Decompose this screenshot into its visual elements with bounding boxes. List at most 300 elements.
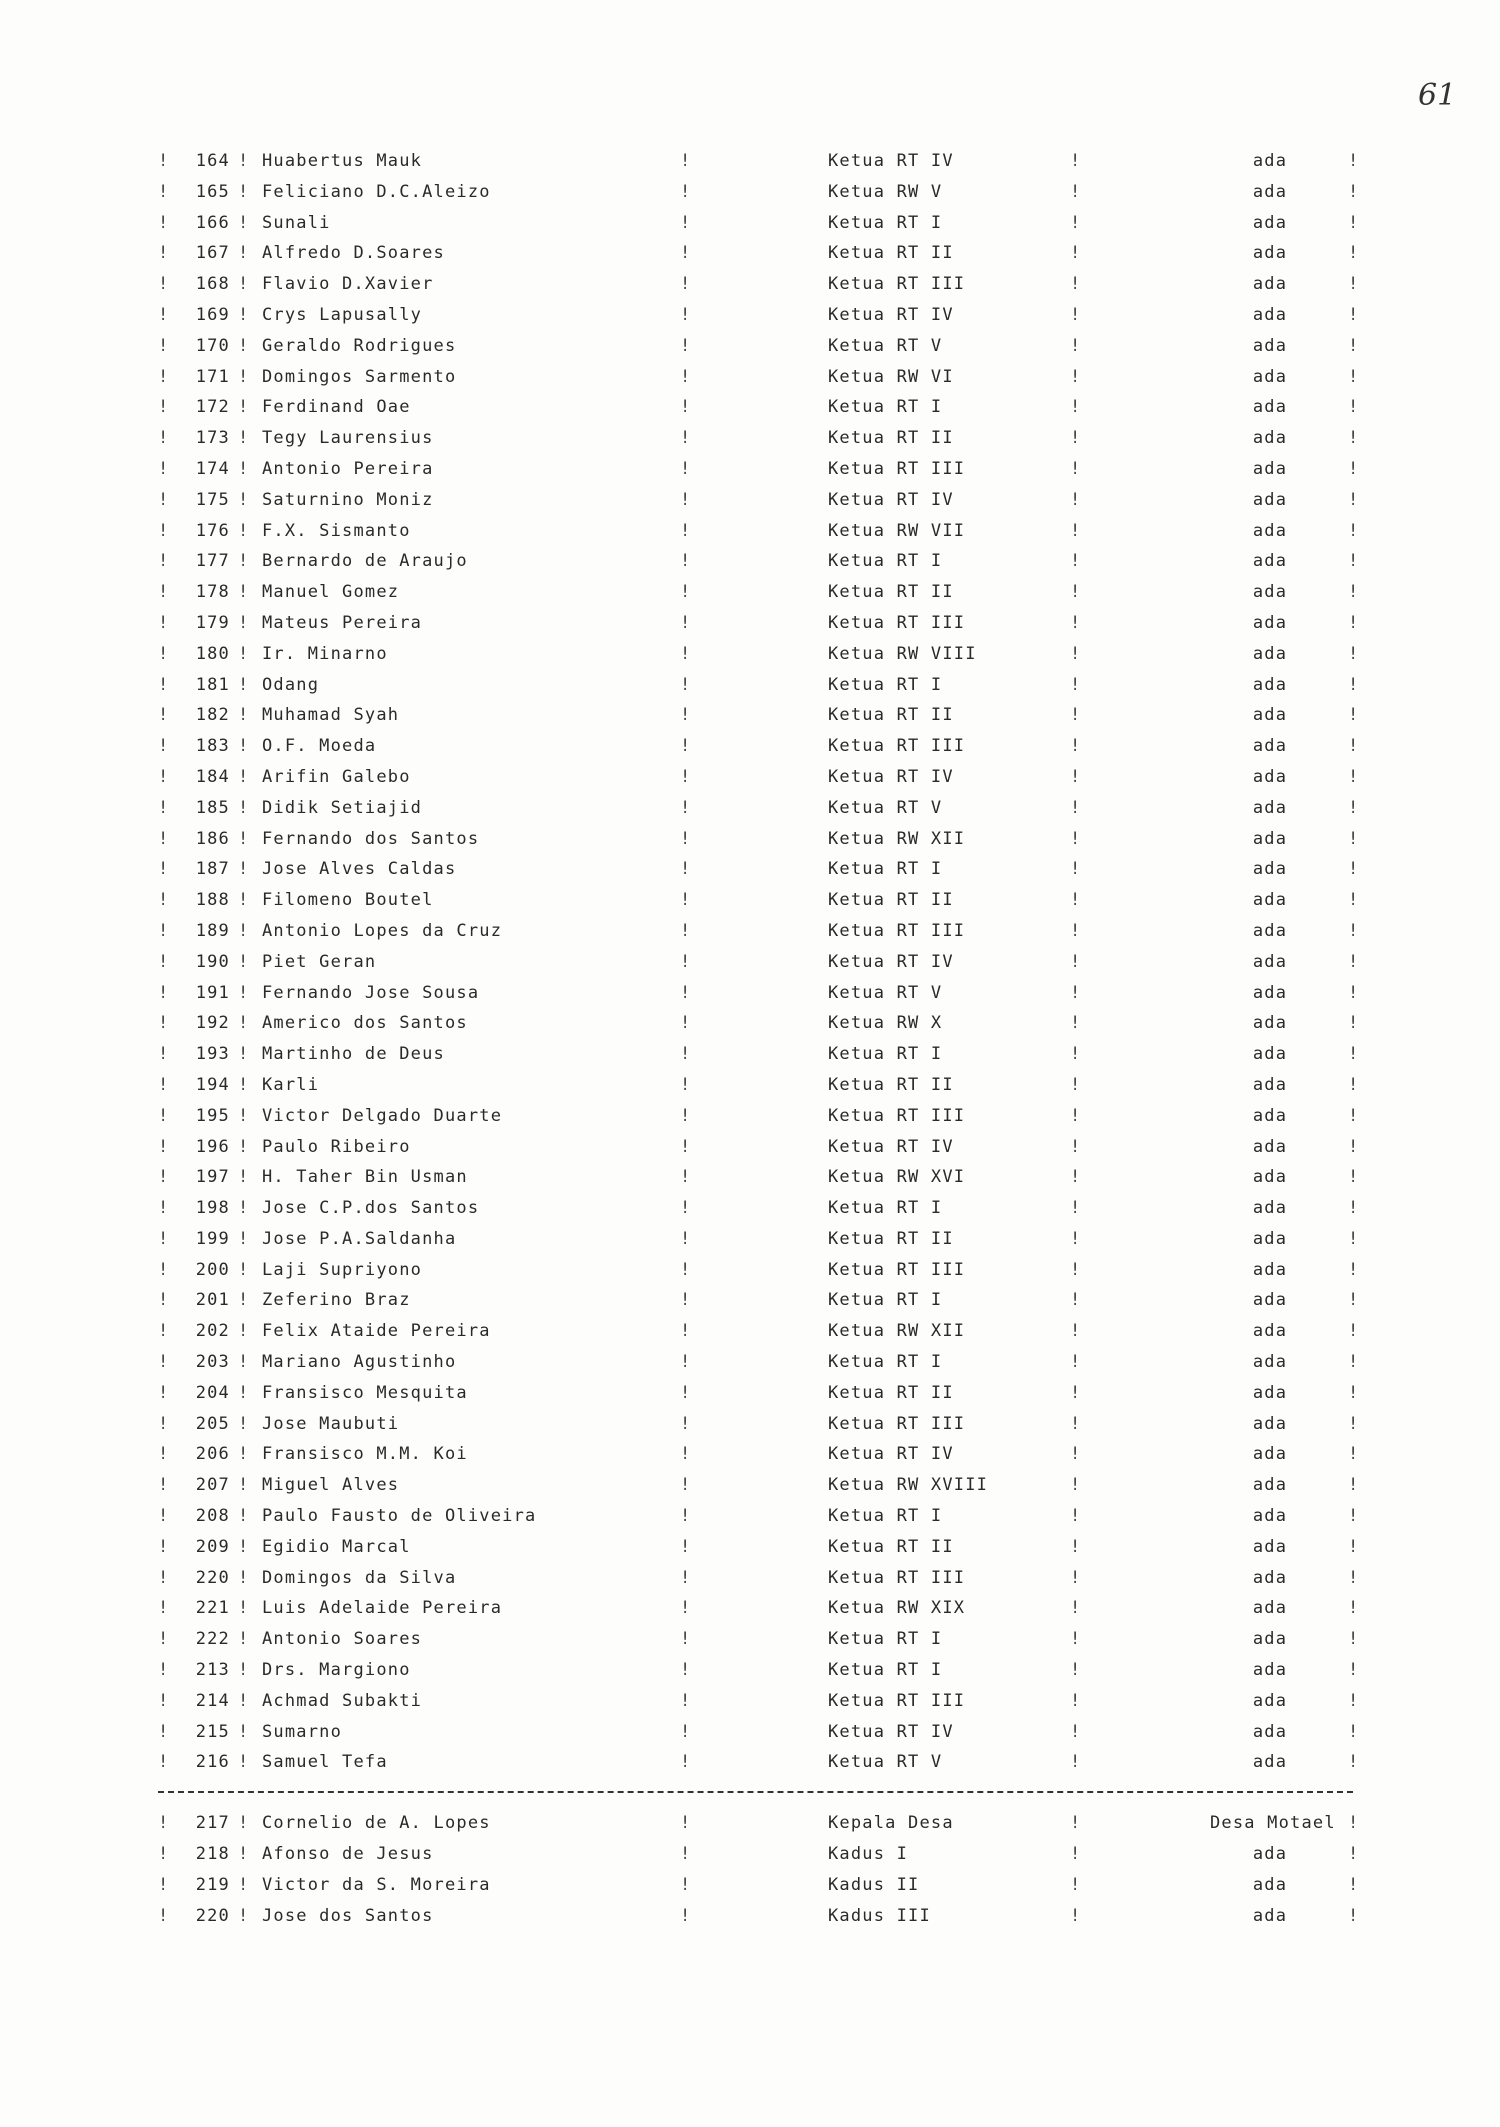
member-position: Ketua RT III [828,458,966,479]
column-separator: ! [158,582,170,603]
column-separator: ! [1070,489,1082,510]
column-separator: ! [1348,982,1360,1003]
member-position: Ketua RT II [828,243,954,264]
member-position: Ketua RT V [828,335,943,356]
member-status: ada [1252,1752,1288,1773]
member-position: Ketua RT I [828,1290,943,1311]
column-separator: ! [1348,766,1360,787]
member-status: ada [1252,828,1288,849]
member-position: Ketua RT II [828,428,954,449]
column-separator: ! [1348,1690,1360,1711]
column-separator: ! [1348,736,1360,757]
row-number: 197 [195,1167,230,1188]
column-separator: ! [680,766,692,787]
column-separator: ! [1348,458,1360,479]
member-position: Ketua RT V [828,797,943,818]
member-name: Karli [262,1074,320,1095]
column-separator: ! [158,828,170,849]
member-status: ada [1252,366,1288,387]
member-position: Ketua RT III [828,1105,966,1126]
column-separator: ! [680,1013,692,1034]
member-name: Geraldo Rodrigues [262,335,457,356]
member-status: ada [1252,397,1288,418]
table-row [150,485,1365,516]
column-separator: ! [1070,1752,1082,1773]
table-row [150,1532,1365,1563]
member-name: Domingos Sarmento [262,366,457,387]
column-separator: ! [680,859,692,880]
member-name: Jose dos Santos [262,1905,434,1926]
column-separator: ! [680,1690,692,1711]
row-number: 214 [195,1690,230,1711]
column-separator: ! [680,797,692,818]
row-number: 190 [195,951,230,972]
row-number: 179 [195,612,230,633]
column-separator: ! [158,982,170,1003]
column-separator: ! [1070,1074,1082,1095]
member-name: Antonio Pereira [262,458,434,479]
table-row [150,1101,1365,1132]
table-row [150,670,1365,701]
member-position: Ketua RT III [828,1413,966,1434]
row-number: 217 [195,1813,230,1834]
column-separator: ! [1070,1813,1082,1834]
column-separator: ! [238,1721,250,1742]
column-separator: ! [680,582,692,603]
column-separator: ! [158,1567,170,1588]
member-position: Ketua RW V [828,181,943,202]
table-row [150,238,1365,269]
column-separator: ! [238,1228,250,1249]
column-separator: ! [158,181,170,202]
member-status: ada [1252,1598,1288,1619]
column-separator: ! [680,1813,692,1834]
column-separator: ! [680,1536,692,1557]
member-name: Achmad Subakti [262,1690,423,1711]
column-separator: ! [680,951,692,972]
column-separator: ! [158,766,170,787]
table-row [150,362,1365,393]
column-separator: ! [680,920,692,941]
column-separator: ! [238,1013,250,1034]
member-status: ada [1252,1506,1288,1527]
column-separator: ! [1070,1844,1082,1865]
column-separator: ! [1070,243,1082,264]
member-position: Ketua RT II [828,1228,954,1249]
table-row [150,454,1365,485]
member-status: ada [1252,674,1288,695]
member-position: Ketua RT II [828,1382,954,1403]
column-separator: ! [238,520,250,541]
member-name: F.X. Sismanto [262,520,411,541]
table-row [150,1285,1365,1316]
member-status: ada [1252,428,1288,449]
column-separator: ! [1348,1506,1360,1527]
column-separator: ! [238,274,250,295]
column-separator: ! [1070,1536,1082,1557]
column-separator: ! [1348,828,1360,849]
member-status: ada [1252,1290,1288,1311]
column-separator: ! [680,1444,692,1465]
column-separator: ! [680,1136,692,1157]
roster-rows [150,146,1365,1778]
column-separator: ! [158,520,170,541]
member-name: Saturnino Moniz [262,489,434,510]
column-separator: ! [1070,643,1082,664]
column-separator: ! [158,1506,170,1527]
column-separator: ! [238,1044,250,1065]
column-separator: ! [680,1105,692,1126]
column-separator: ! [1070,520,1082,541]
member-position: Ketua RT I [828,1044,943,1065]
table-row [150,1470,1365,1501]
member-name: Bernardo de Araujo [262,551,468,572]
column-separator: ! [238,859,250,880]
column-separator: ! [1348,674,1360,695]
column-separator: ! [1348,1259,1360,1280]
column-separator: ! [1070,1290,1082,1311]
column-separator: ! [1348,520,1360,541]
column-separator: ! [1348,1167,1360,1188]
table-row [150,1439,1365,1470]
column-separator: ! [158,243,170,264]
member-position: Ketua RW XII [828,828,966,849]
row-number: 183 [195,736,230,757]
table-row [150,1593,1365,1624]
row-number: 177 [195,551,230,572]
member-position: Ketua RW XIX [828,1598,966,1619]
member-name: Paulo Fausto de Oliveira [262,1506,537,1527]
table-row [150,824,1365,855]
table-row [150,885,1365,916]
column-separator: ! [158,1844,170,1865]
member-name: Jose Alves Caldas [262,859,457,880]
column-separator: ! [680,1844,692,1865]
member-name: Arifin Galebo [262,766,411,787]
row-number: 173 [195,428,230,449]
column-separator: ! [158,1105,170,1126]
member-position: Ketua RT I [828,212,943,233]
column-separator: ! [680,1629,692,1650]
column-separator: ! [1348,920,1360,941]
member-status: ada [1252,243,1288,264]
member-status: ada [1252,797,1288,818]
column-separator: ! [1348,428,1360,449]
column-separator: ! [1070,1352,1082,1373]
column-separator: ! [1070,1721,1082,1742]
column-separator: ! [238,428,250,449]
column-separator: ! [680,274,692,295]
column-separator: ! [1348,304,1360,325]
member-status: ada [1252,1690,1288,1711]
column-separator: ! [680,366,692,387]
column-separator: ! [238,1475,250,1496]
member-position: Ketua RT II [828,582,954,603]
column-separator: ! [238,1567,250,1588]
table-row [150,546,1365,577]
column-separator: ! [1070,335,1082,356]
row-number: 176 [195,520,230,541]
column-separator: ! [158,1352,170,1373]
member-position: Ketua RT V [828,982,943,1003]
column-separator: ! [1070,1044,1082,1065]
column-separator: ! [1070,304,1082,325]
column-separator: ! [238,151,250,171]
column-separator: ! [1348,612,1360,633]
member-status: ada [1252,212,1288,233]
table-row [150,1224,1365,1255]
table-row [150,1070,1365,1101]
column-separator: ! [238,766,250,787]
column-separator: ! [1348,181,1360,202]
column-separator: ! [158,274,170,295]
column-separator: ! [238,1598,250,1619]
column-separator: ! [1348,243,1360,264]
column-separator: ! [238,1352,250,1373]
column-separator: ! [680,1660,692,1681]
member-name: Antonio Lopes da Cruz [262,920,503,941]
column-separator: ! [680,1721,692,1742]
column-separator: ! [238,489,250,510]
member-status: ada [1252,1228,1288,1249]
column-separator: ! [238,1905,250,1926]
member-position: Ketua RT IV [828,304,954,325]
row-number: 194 [195,1074,230,1095]
column-separator: ! [238,1290,250,1311]
column-separator: ! [1348,1228,1360,1249]
member-name: Drs. Margiono [262,1660,411,1681]
column-separator: ! [238,366,250,387]
row-number: 208 [195,1506,230,1527]
member-name: Alfredo D.Soares [262,243,445,264]
table-row [150,793,1365,824]
column-separator: ! [1348,1136,1360,1157]
column-separator: ! [680,890,692,911]
member-name: Jose C.P.dos Santos [262,1198,480,1219]
column-separator: ! [1070,1259,1082,1280]
column-separator: ! [1348,890,1360,911]
row-number: 209 [195,1536,230,1557]
column-separator: ! [158,1259,170,1280]
member-status: ada [1252,1074,1288,1095]
column-separator: ! [238,1259,250,1280]
column-separator: ! [238,397,250,418]
member-name: Fransisco M.M. Koi [262,1444,468,1465]
row-number: 184 [195,766,230,787]
column-separator: ! [680,1259,692,1280]
row-number: 170 [195,335,230,356]
column-separator: ! [680,674,692,695]
member-position: Ketua RW VIII [828,643,977,664]
table-row [150,1717,1365,1748]
table-row [150,916,1365,947]
member-position: Kepala Desa [828,1813,954,1834]
member-name: Jose P.A.Saldanha [262,1228,457,1249]
column-separator: ! [158,1228,170,1249]
member-status: ada [1252,1475,1288,1496]
member-status: ada [1252,181,1288,202]
table-row [150,146,1365,177]
section-divider [150,1782,1365,1802]
member-status: Desa Motael [1210,1813,1336,1834]
column-separator: ! [680,397,692,418]
column-separator: ! [238,982,250,1003]
column-separator: ! [680,335,692,356]
column-separator: ! [158,1167,170,1188]
member-name: Manuel Gomez [262,582,400,603]
column-separator: ! [1070,366,1082,387]
member-name: Mariano Agustinho [262,1352,457,1373]
row-number: 181 [195,674,230,695]
column-separator: ! [680,1874,692,1895]
member-position: Ketua RT III [828,920,966,941]
column-separator: ! [158,674,170,695]
member-status: ada [1252,274,1288,295]
column-separator: ! [1070,859,1082,880]
row-number: 216 [195,1752,230,1773]
roster-rows-second-section [150,1808,1365,1931]
column-separator: ! [1348,1905,1360,1926]
column-separator: ! [680,1567,692,1588]
member-status: ada [1252,705,1288,726]
member-name: Laji Supriyono [262,1259,423,1280]
column-separator: ! [158,1074,170,1095]
table-row [150,731,1365,762]
column-separator: ! [158,1013,170,1034]
member-name: Piet Geran [262,951,377,972]
column-separator: ! [1070,612,1082,633]
column-separator: ! [680,520,692,541]
member-status: ada [1252,304,1288,325]
member-position: Ketua RT I [828,1629,943,1650]
column-separator: ! [680,458,692,479]
column-separator: ! [1348,1382,1360,1403]
column-separator: ! [1348,366,1360,387]
column-separator: ! [1348,859,1360,880]
table-row [150,1316,1365,1347]
member-position: Ketua RT II [828,1074,954,1095]
column-separator: ! [158,612,170,633]
member-status: ada [1252,1874,1288,1895]
row-number: 192 [195,1013,230,1034]
member-name: H. Taher Bin Usman [262,1167,468,1188]
member-status: ada [1252,1444,1288,1465]
row-number: 167 [195,243,230,264]
column-separator: ! [1070,1167,1082,1188]
row-number: 178 [195,582,230,603]
column-separator: ! [1348,797,1360,818]
column-separator: ! [158,859,170,880]
column-separator: ! [680,643,692,664]
column-separator: ! [158,1874,170,1895]
column-separator: ! [238,797,250,818]
table-row [150,269,1365,300]
table-row [150,1501,1365,1532]
column-separator: ! [158,1136,170,1157]
column-separator: ! [158,890,170,911]
column-separator: ! [1348,1290,1360,1311]
member-name: Samuel Tefa [262,1752,388,1773]
table-row [150,1039,1365,1070]
column-separator: ! [158,1536,170,1557]
column-separator: ! [1070,397,1082,418]
row-number: 185 [195,797,230,818]
member-name: Felix Ataide Pereira [262,1321,491,1342]
member-position: Ketua RT V [828,1752,943,1773]
member-name: Didik Setiajid [262,797,423,818]
column-separator: ! [680,1475,692,1496]
column-separator: ! [1348,1413,1360,1434]
table-row [150,1132,1365,1163]
table-row [150,1686,1365,1717]
member-status: ada [1252,551,1288,572]
member-status: ada [1252,1844,1288,1865]
column-separator: ! [238,828,250,849]
column-separator: ! [158,1813,170,1834]
column-separator: ! [1070,920,1082,941]
column-separator: ! [158,1660,170,1681]
member-name: Huabertus Mauk [262,151,423,171]
row-number: 200 [195,1259,230,1280]
page-number: 61 [1418,78,1457,113]
member-position: Ketua RT I [828,859,943,880]
table-row [150,608,1365,639]
member-name: Jose Maubuti [262,1413,400,1434]
row-number: 172 [195,397,230,418]
column-separator: ! [1070,582,1082,603]
column-separator: ! [238,1198,250,1219]
column-separator: ! [680,551,692,572]
member-status: ada [1252,766,1288,787]
column-separator: ! [238,890,250,911]
column-separator: ! [1348,1352,1360,1373]
row-number: 202 [195,1321,230,1342]
column-separator: ! [1070,1136,1082,1157]
member-status: ada [1252,1013,1288,1034]
member-status: ada [1252,1352,1288,1373]
column-separator: ! [1348,274,1360,295]
column-separator: ! [680,1198,692,1219]
column-separator: ! [1070,1690,1082,1711]
column-separator: ! [238,1321,250,1342]
member-position: Ketua RT I [828,1660,943,1681]
member-status: ada [1252,1382,1288,1403]
member-name: Antonio Soares [262,1629,423,1650]
member-name: O.F. Moeda [262,736,377,757]
row-number: 174 [195,458,230,479]
table-row [150,1624,1365,1655]
column-separator: ! [1348,1074,1360,1095]
column-separator: ! [1348,1598,1360,1619]
row-number: 213 [195,1660,230,1681]
member-position: Ketua RW XVI [828,1167,966,1188]
column-separator: ! [1070,458,1082,479]
member-status: ada [1252,982,1288,1003]
member-position: Ketua RW XVIII [828,1475,989,1496]
column-separator: ! [238,1629,250,1650]
column-separator: ! [1070,766,1082,787]
column-separator: ! [1070,705,1082,726]
column-separator: ! [238,1105,250,1126]
member-position: Ketua RT I [828,1352,943,1373]
member-position: Ketua RT IV [828,1721,954,1742]
table-row [150,1870,1365,1901]
column-separator: ! [1348,397,1360,418]
member-position: Kadus I [828,1844,909,1865]
row-number: 164 [195,151,230,171]
row-number: 199 [195,1228,230,1249]
member-status: ada [1252,920,1288,941]
